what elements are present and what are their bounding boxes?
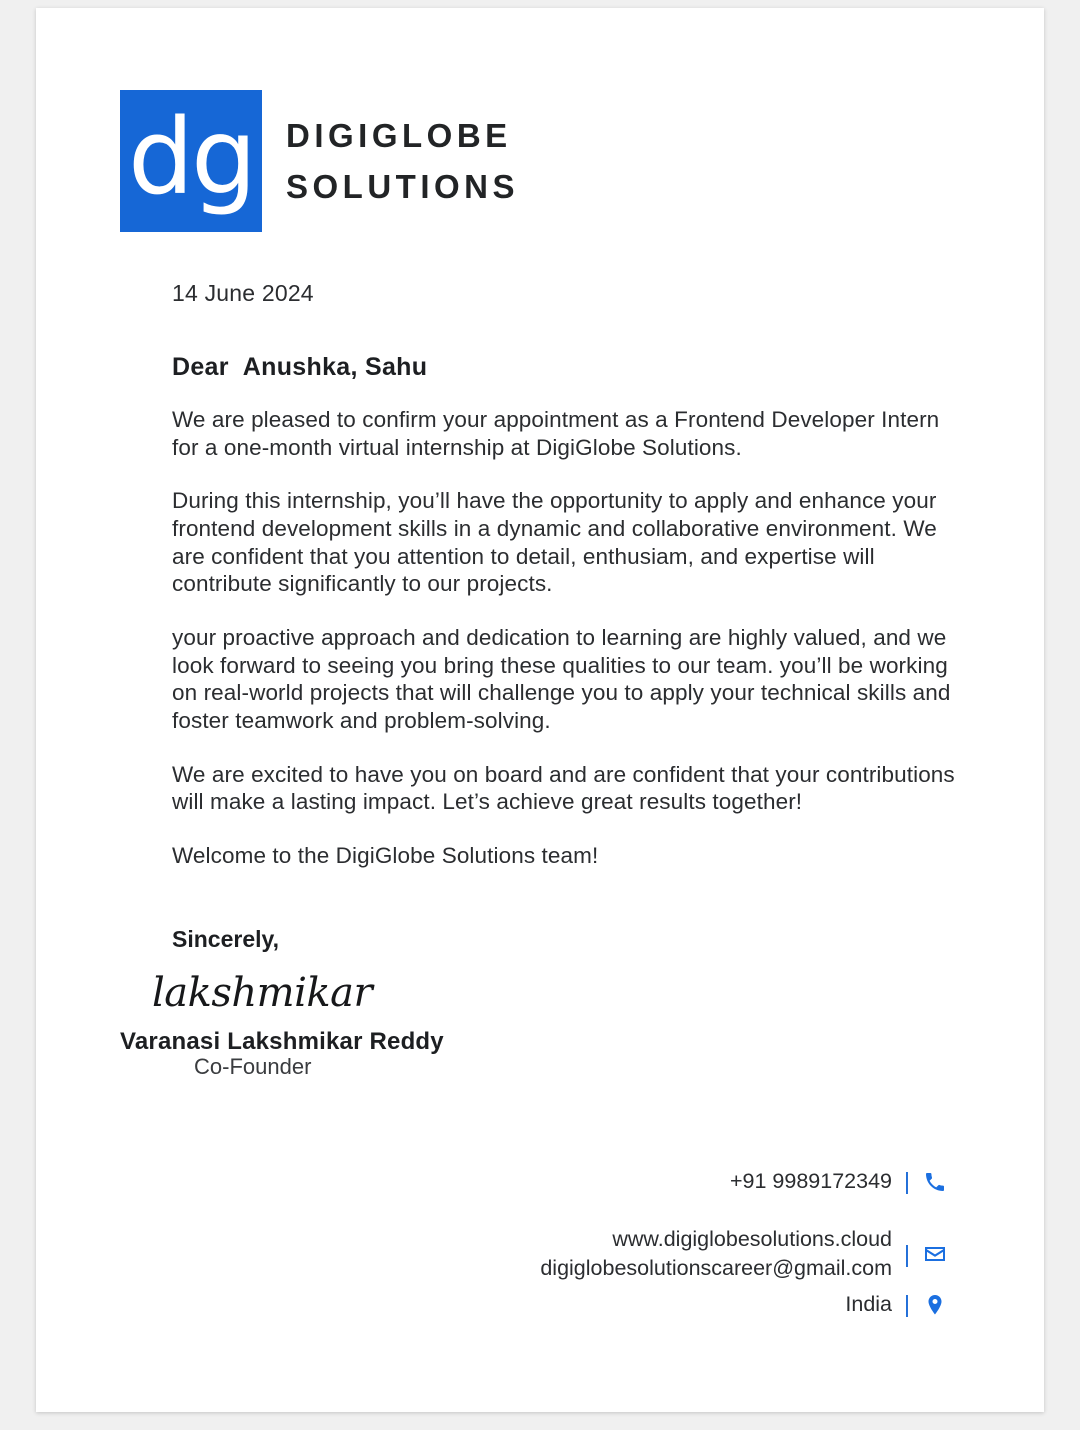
signer-title: Co-Founder [194,1054,312,1079]
letter-sheet [36,8,1044,1412]
mail-icon [922,1241,948,1267]
logo-monogram-text: dg [127,95,255,218]
footer-divider: | [904,1168,910,1194]
salutation-prefix: Dear [172,353,229,381]
footer-web-email-line [408,1225,948,1283]
handwritten-signature: lakshmikar [152,970,373,1016]
brand-wordmark [286,110,519,212]
footer-location: India [845,1292,893,1317]
location-pin-icon [922,1292,948,1318]
salutation [172,353,427,382]
recipient-name: Anushka, Sahu [242,353,428,381]
phone-icon [922,1169,948,1195]
body-paragraph: We are excited to have you on board and are confident that your contributions will make a lasting impact. Let’s achieve great results together! [172,761,955,815]
body-paragraph: During this internship, you’ll have the opportunity to apply and enhance your frontend development skills in a dynamic and collaborative environment. We are confident that you attention to detail, enthusiam, and expertise will contribute significantly to our projects. [172,488,937,597]
footer-divider: | [904,1240,910,1267]
footer-divider: | [904,1291,910,1318]
body-paragraph: your proactive approach and dedication to learning are highly valued, and we look forward to seeing you bring these qualities to our team. you’ll be working on real-world projects that will challenge you to apply your technical skills and foster teamwork and problem-solving. [172,625,951,734]
footer-phone[interactable]: +91 9989172349 [729,1169,893,1194]
brand-line-2: SOLUTIONS [286,168,520,205]
body-paragraph: Welcome to the DigiGlobe Solutions team! [172,843,599,869]
closing-line: Sincerely, [172,926,279,952]
body-paragraph: We are pleased to confirm your appointment as a Frontend Developer Intern for a one-month virtual internship at DigiGlobe Solutions. [172,407,940,460]
footer-location-line [408,1289,948,1320]
footer-web-email-text [540,1225,892,1283]
letter-date: 14 June 2024 [172,280,314,306]
letter-body [172,406,972,870]
brand-line-1: DIGIGLOBE [286,116,512,154]
footer-website[interactable]: www.digiglobesolutions.cloud [612,1227,893,1252]
signer-name: Varanasi Lakshmikar Reddy [120,1028,444,1055]
footer-email[interactable]: digiglobesolutionscareer@gmail.com [540,1256,893,1281]
company-logo [120,90,519,232]
footer-phone-line [408,1166,948,1197]
footer-contact-block [408,1166,948,1328]
logo-mark-icon [120,90,262,232]
